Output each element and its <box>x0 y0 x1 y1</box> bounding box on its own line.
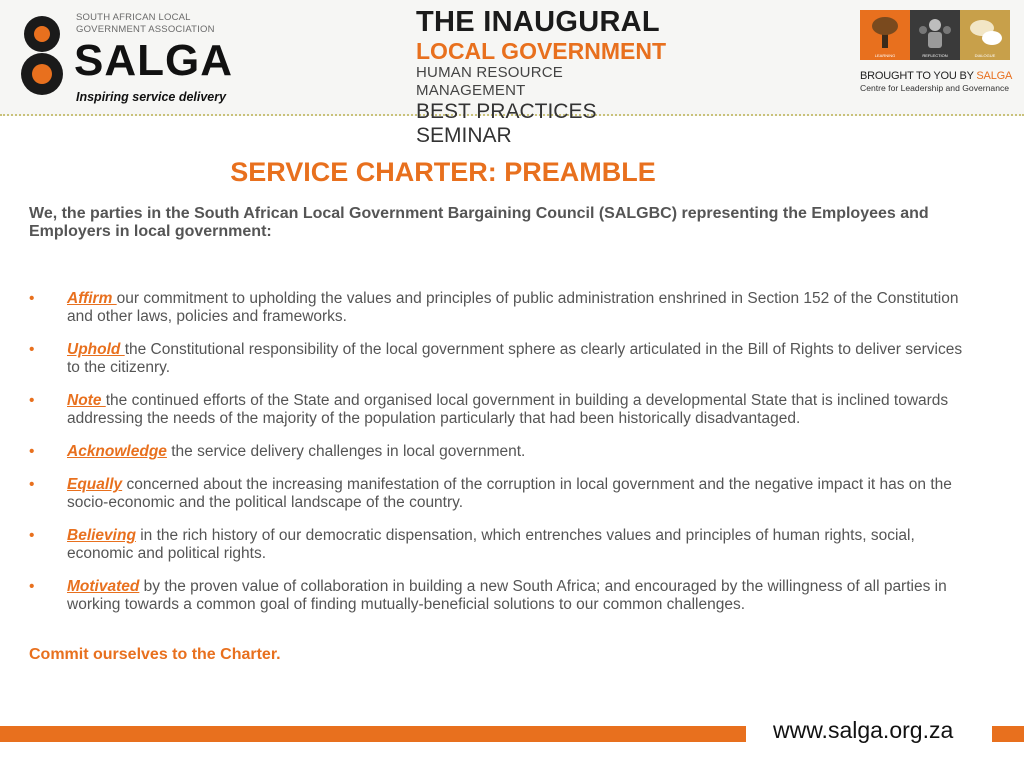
bullet-icon: • <box>29 392 35 409</box>
page-title: SERVICE CHARTER: PREAMBLE <box>230 157 656 187</box>
salga-mark-icon <box>20 12 64 98</box>
salga-tagline: Inspiring service delivery <box>76 90 227 104</box>
bullet-text: concerned about the increasing manifestation of the corruption in local government and the negative impact it has on the socio-economic and the political landscape of the country. <box>67 476 952 511</box>
bullet-text: the service delivery challenges in local government. <box>166 443 526 460</box>
bullet-icon: • <box>29 578 35 595</box>
seminar-line-2: LOCAL GOVERNMENT <box>416 38 667 64</box>
bullet-keyword: Affirm <box>67 290 117 307</box>
reflection-tile <box>910 10 960 60</box>
bullet-keyword: Acknowledge <box>67 443 167 460</box>
bullet-icon: • <box>29 290 35 307</box>
bullet-icon: • <box>29 476 35 493</box>
website-link[interactable]: www.salga.org.za <box>773 717 954 743</box>
list-item <box>29 290 974 326</box>
intro-paragraph: We, the parties in the South African Local Government Bargaining Council (SALGBC) representing the Employees and Employers in local government: <box>29 205 929 240</box>
tile-label: REFLECTION <box>922 53 948 58</box>
footer-bar <box>0 726 746 742</box>
list-item <box>29 527 974 563</box>
bullet-icon: • <box>29 527 35 544</box>
footer-bar-end <box>992 726 1024 742</box>
tile-label: DIALOGUE <box>974 53 996 58</box>
tile-label: LEARNING <box>874 53 896 58</box>
brand-block <box>860 10 1013 106</box>
list-item <box>29 578 974 614</box>
preamble-list <box>29 290 974 629</box>
brand-tiles <box>860 10 1010 60</box>
association-name: SOUTH AFRICAN LOCAL GOVERNMENT ASSOCIATION <box>76 12 215 35</box>
list-item <box>29 341 974 377</box>
list-item <box>29 443 974 461</box>
salga-logo <box>18 10 248 105</box>
bullet-keyword: Motivated <box>67 578 140 595</box>
dialogue-tile <box>960 10 1010 60</box>
bullet-keyword: Equally <box>67 476 123 493</box>
seminar-line-1: THE INAUGURAL <box>416 6 660 38</box>
bullet-text: in the rich history of our democratic dispensation, which entrenches values and principles of human rights, social, economic and political rights. <box>67 527 915 562</box>
list-item <box>29 476 974 512</box>
seminar-line-3: HUMAN RESOURCE MANAGEMENT <box>416 64 563 99</box>
learning-tile <box>860 10 910 60</box>
list-item <box>29 392 974 428</box>
bullet-keyword: Believing <box>67 527 136 544</box>
bullet-text: our commitment to upholding the values and principles of public administration enshrined in Section 152 of the Constitution and other laws, policies and frameworks. <box>67 290 959 325</box>
salga-wordmark: SALGA <box>74 36 233 85</box>
bullet-keyword: Note <box>67 392 106 409</box>
bullet-keyword: Uphold <box>67 341 125 358</box>
seminar-title <box>416 6 676 148</box>
bullet-icon: • <box>29 341 35 358</box>
seminar-line-4: BEST PRACTICES SEMINAR <box>416 100 597 147</box>
bullet-text: the Constitutional responsibility of the local government sphere as clearly articulated in the Bill of Rights to deliver services to the citizenry. <box>67 341 963 376</box>
brought-to-you-by: BROUGHT TO YOU BY SALGA <box>860 70 1013 82</box>
bullet-text: the continued efforts of the State and organised local government in building a developmental State that is inclined towards addressing the needs of the majority of the population particularly that had been historically disadvantaged. <box>67 392 949 427</box>
bullet-text: by the proven value of collaboration in building a new South Africa; and encouraged by the willingness of all parties in working towards a common goal of finding mutually-beneficial solutions to our common challenges. <box>67 578 947 613</box>
bullet-icon: • <box>29 443 35 460</box>
closing-statement: Commit ourselves to the Charter. <box>29 646 281 663</box>
centre-name: Centre for Leadership and Governance <box>860 83 1010 93</box>
